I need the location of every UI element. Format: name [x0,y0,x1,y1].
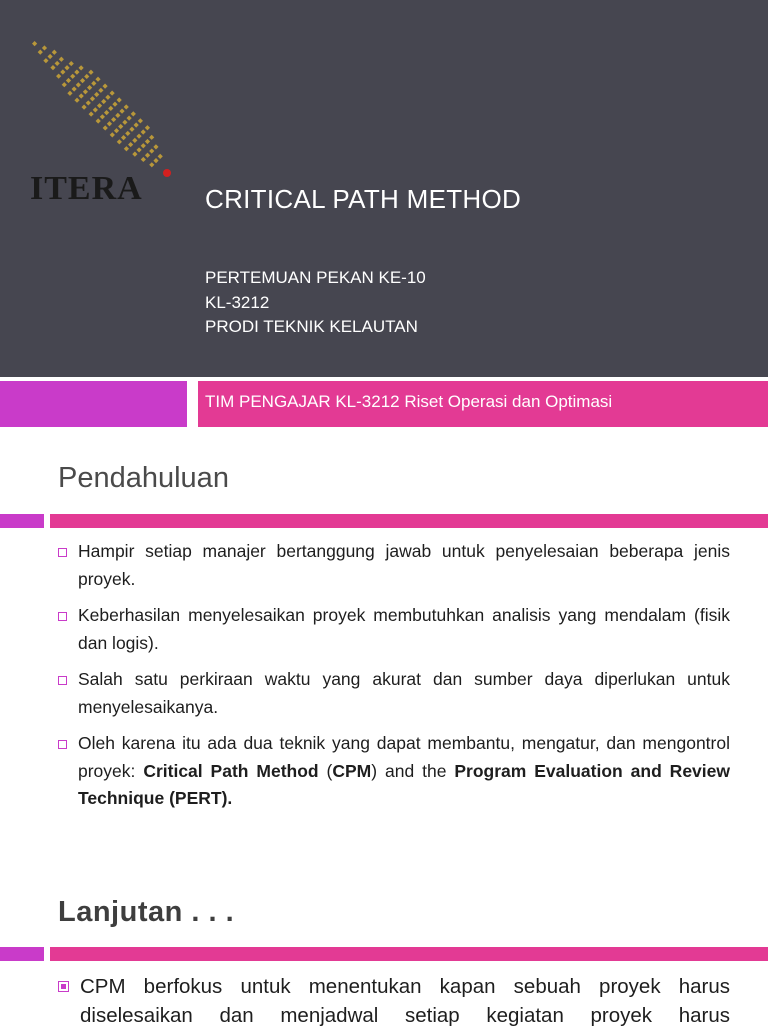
logo-diamond [74,70,79,75]
logo-diamond [117,139,122,144]
list-item: Hampir setiap manajer bertanggung jawab untuk penyelesaian beberapa jenis proyek. [58,538,730,593]
logo-diamond [80,78,85,83]
logo-diamond [117,97,122,102]
logo-diamond [158,154,163,159]
heading-divider-left [0,514,44,528]
logo-diamond [136,147,141,152]
logo-diamond [94,92,99,97]
logo-diamond [138,118,143,123]
slide-title: CRITICAL PATH METHOD [205,184,522,214]
logo-diamond [104,110,109,115]
logo-diamond [32,41,37,46]
logo-diamond [121,135,126,140]
logo-diamond [78,65,83,70]
list-item [58,730,730,813]
logo-diamond [124,146,129,151]
logo-diamond [132,152,137,157]
text-span: ( [318,760,333,781]
logo-diamond [79,93,84,98]
logo-diamond [87,85,92,90]
logo-diamond [129,127,134,132]
accent-band-left [0,381,187,427]
logo-diamond [125,131,130,136]
logo-diamond [89,111,94,116]
bullet-list [58,972,730,1030]
heading-divider-right [50,514,768,528]
logo-diamond [88,70,93,75]
heading-divider-right [50,947,768,961]
logo-diamond [153,144,158,149]
text-span: ( [164,788,175,808]
logo-diamond [145,125,150,130]
logo-diamond [90,96,95,101]
title-slide [0,0,768,377]
subtitle-line-course-code: KL-3212 [205,292,270,312]
logo-diamond [91,81,96,86]
logo-diamond [131,111,136,116]
logo-diamond [95,77,100,82]
logo-diamond [118,124,123,129]
bold-term-pert: PERT [174,788,222,808]
logo-diamond [50,65,55,70]
logo-diamond [128,142,133,147]
logo-diamond [101,99,106,104]
logo-diamond [96,118,101,123]
bullet-list [58,538,730,822]
logo-diamond [145,139,150,144]
logo-diamond [124,104,129,109]
list-item: Keberhasilan menyelesaikan proyek membutuhkan analisis yang mendalam (fisik dan logis). [58,602,730,657]
bold-term-pert-full: Program Evaluation and Review Technique [78,760,730,808]
logo-diamond [59,57,64,62]
logo-diamond [153,158,158,163]
logo-diamond [67,91,72,96]
logo-diamond [149,162,154,167]
logo-diamond [111,117,116,122]
logo-diamond [38,50,43,55]
logo-diamond [102,84,107,89]
logo-diamond [69,61,74,66]
heading-divider-left [0,947,44,961]
section-heading-lanjutan: Lanjutan . . . [58,896,235,928]
logo-diamond [74,98,79,103]
logo-diamond [64,65,69,70]
subtitle-line-meeting: PERTEMUAN PEKAN KE-10 [205,268,426,287]
logo-diamond [112,102,117,107]
logo-diamond [83,89,88,94]
logo-diamond [134,122,139,127]
logo-diamond [93,107,98,112]
logo-diamond [52,50,57,55]
list-item: Salah satu perkiraan waktu yang akurat dan sumber daya diperlukan untuk menyelesaikanya. [58,666,730,721]
logo-diamond [136,134,141,139]
logo-diamond [105,95,110,100]
teaching-team-label: TIM PENGAJAR KL-3212 Riset Operasi dan Optimasi [205,392,613,411]
logo-diamond [98,88,103,93]
bold-term-cpm-full: Critical Path Method [143,760,319,781]
logo-diamond [81,105,86,110]
logo-diamond [141,157,146,162]
logo-diamond [43,58,48,63]
text-span: ) and the [371,760,455,781]
logo-diamond [149,135,154,140]
logo-diamond [62,82,67,87]
logo-diamond [149,148,154,153]
logo-diamond [72,86,77,91]
logo-diamond [48,54,53,59]
logo-diamond [100,114,105,119]
text-span: ). [221,788,233,808]
logo-diamond [127,115,132,120]
logo-diamond [115,113,120,118]
logo-diamond [107,121,112,126]
logo-diamond [141,143,146,148]
itera-logo-graphic [30,36,175,181]
logo-diamond [60,69,65,74]
itera-logo-wordmark: ITERA [30,170,143,207]
logo-diamond [70,74,75,79]
subtitle-line-program: PRODI TEKNIK KELAUTAN [205,317,418,336]
logo-diamond [110,132,115,137]
logo-diamond [108,106,113,111]
bold-term-cpm: CPM [332,760,372,781]
logo-diamond [86,100,91,105]
logo-diamond [76,82,81,87]
logo-diamond [42,45,47,50]
slide-subtitle [205,266,426,340]
logo-diamond [84,74,89,79]
text-span: Oleh karena itu ada dua teknik yang dapat membantu, mengatur, dan mengontrol proyek: [78,733,730,781]
logo-diamond [141,129,146,134]
logo-diamond [122,120,127,125]
logo-diamond [114,128,119,133]
logo-diamond [110,90,115,95]
logo-diamond [56,74,61,79]
list-item: CPM berfokus untuk menentukan kapan sebuah proyek harus diselesaikan dan menjadwal setiap kegiatan proyek harus [58,972,730,1030]
logo-diamond [145,153,150,158]
logo-diamond [97,103,102,108]
logo-diamond [103,125,108,130]
logo-diamond [119,109,124,114]
section-heading-pendahuluan: Pendahuluan [58,462,229,494]
logo-diamond [55,61,60,66]
logo-diamond [66,78,71,83]
logo-diamond [132,138,137,143]
